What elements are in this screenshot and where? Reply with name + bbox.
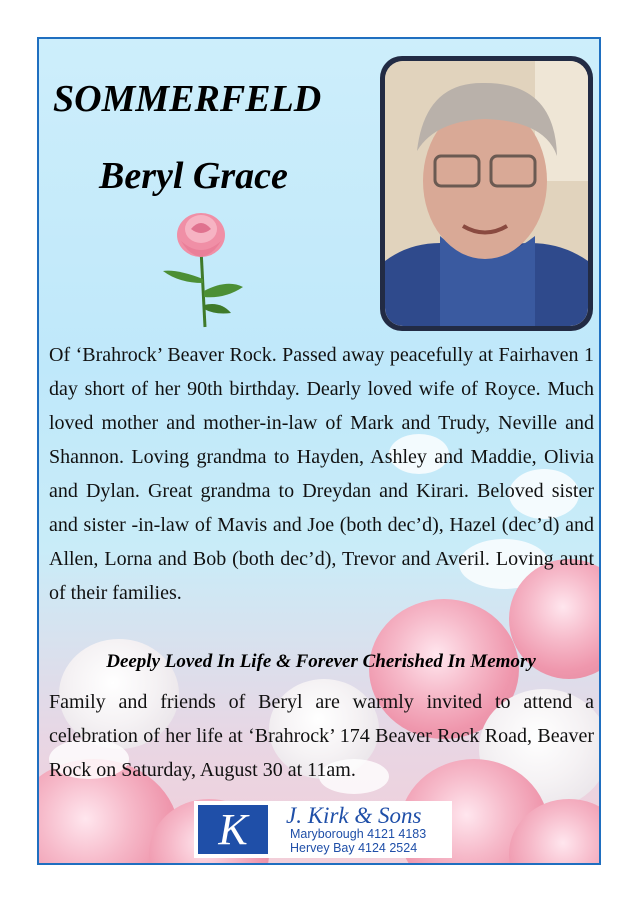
portrait-frame bbox=[380, 56, 593, 331]
funeral-director-logo bbox=[194, 801, 452, 858]
portrait-photo bbox=[385, 61, 588, 326]
maryborough-phone: Maryborough 4121 4183 bbox=[290, 827, 427, 841]
logo-k-mark: K bbox=[198, 805, 268, 854]
service-details-paragraph: Family and friends of Beryl are warmly invited to attend a celebration of her life at ‘Brahrock’ 174 Beaver Rock Road, Beaver Rock on Saturday, August 30 at 11am. bbox=[49, 691, 594, 781]
memorial-tagline: Deeply Loved In Life & Forever Cherished In Memory bbox=[106, 651, 536, 672]
surname-heading: SOMMERFELD bbox=[53, 78, 322, 120]
obituary-paragraph: Of ‘Brahrock’ Beaver Rock. Passed away peacefully at Fairhaven 1 day short of her 90th birthday. Dearly loved wife of Royce. Much loved mother and mother-in-law of Mark and Trudy, Neville and Shannon. Loving grandma to Hayden, Ashley and Maddie, Olivia and Dylan. Great grandma to Dreydan and Kirari. Beloved sister and sister -in-law of Mavis and Joe (both dec’d), Hazel (dec’d) and Allen, Lorna and Bob (both dec’d), Trevor and Averil. Loving aunt of their families. bbox=[49, 344, 594, 604]
funeral-notice-card bbox=[37, 37, 601, 865]
hervey-bay-phone: Hervey Bay 4124 2524 bbox=[290, 841, 418, 855]
given-names-heading: Beryl Grace bbox=[99, 155, 288, 197]
pink-rose-icon bbox=[157, 209, 249, 329]
funeral-director-name: J. Kirk & Sons bbox=[286, 803, 422, 828]
